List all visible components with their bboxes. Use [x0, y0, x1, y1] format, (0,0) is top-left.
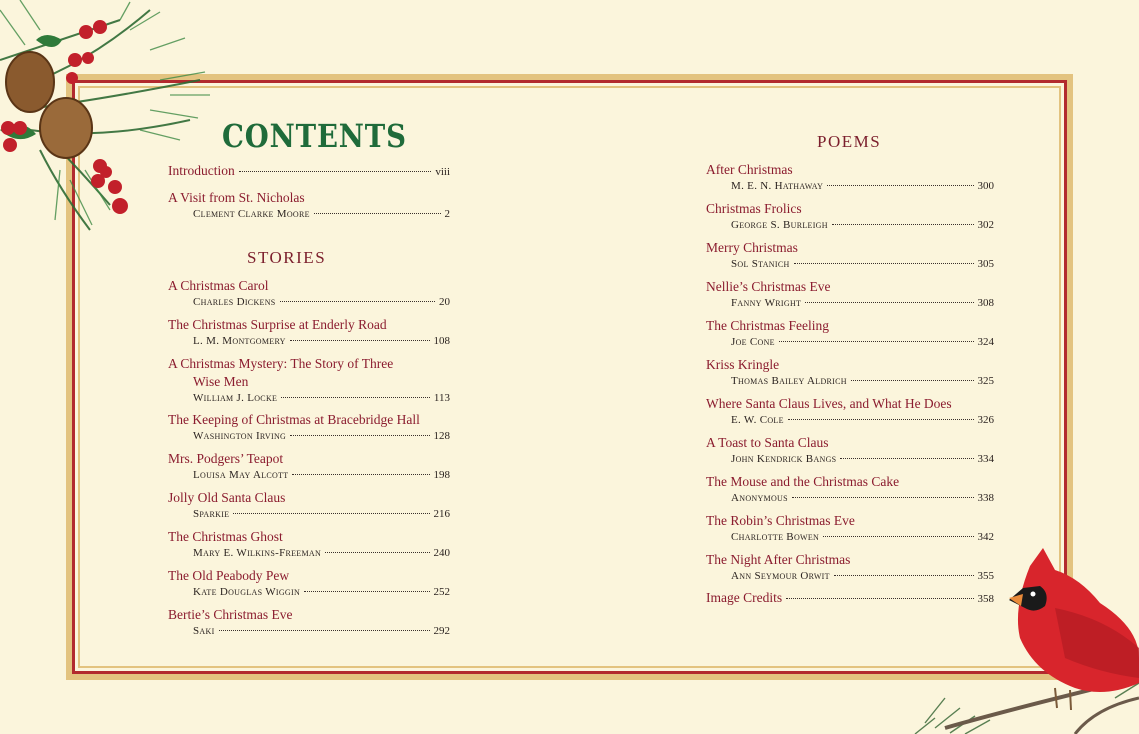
- entry-author: Fanny Wright: [731, 297, 802, 309]
- list-item: [168, 528, 450, 560]
- page-number: 108: [433, 335, 450, 347]
- page-number: 252: [433, 586, 450, 598]
- poems-list: [706, 161, 994, 611]
- dot-leader: [280, 300, 435, 302]
- list-item: [706, 278, 994, 310]
- page-number: 300: [977, 180, 994, 192]
- entry-title: Where Santa Claus Lives, and What He Does: [706, 396, 952, 411]
- list-item: [168, 277, 450, 309]
- list-item: [706, 239, 994, 271]
- entry-title: Jolly Old Santa Claus: [168, 490, 286, 505]
- entry-author: L. M. Montgomery: [193, 335, 286, 347]
- dot-leader: [805, 301, 973, 303]
- entry-author: Sparkie: [193, 508, 230, 520]
- entry-title: [168, 355, 450, 391]
- list-item: [168, 567, 450, 599]
- dot-leader: [779, 340, 974, 342]
- dot-leader: [292, 473, 429, 475]
- list-item: [706, 434, 994, 466]
- entry-author: Joe Cone: [731, 336, 775, 348]
- page-number: 338: [977, 492, 994, 504]
- entry-author: Mary E. Wilkins-Freeman: [193, 547, 322, 559]
- entry-title: A Visit from St. Nicholas: [168, 190, 305, 205]
- page-number: 326: [977, 414, 994, 426]
- page-title: CONTENTS: [222, 117, 407, 155]
- entry-title: Image Credits: [706, 590, 783, 605]
- list-item: [168, 411, 450, 443]
- list-item: [706, 161, 994, 193]
- list-item: [168, 450, 450, 482]
- stories-list: [168, 277, 450, 647]
- entry-title-line2: Wise Men: [193, 374, 249, 389]
- list-item: [706, 512, 994, 544]
- page-number: 128: [433, 430, 450, 442]
- entry-title: Mrs. Podgers’ Teapot: [168, 451, 284, 466]
- entry-title: The Night After Christmas: [706, 552, 851, 567]
- entry-title: After Christmas: [706, 162, 793, 177]
- entry-author: Ann Seymour Orwit: [731, 570, 830, 582]
- entry-title: Christmas Frolics: [706, 201, 802, 216]
- page-number: 325: [977, 375, 994, 387]
- entry-author: John Kendrick Bangs: [731, 453, 837, 465]
- entry-author: Charlotte Bowen: [731, 531, 820, 543]
- entry-author: George S. Burleigh: [731, 219, 828, 231]
- entry-title: A Toast to Santa Claus: [706, 435, 829, 450]
- dot-leader: [851, 379, 974, 381]
- entry-title: Kriss Kringle: [706, 357, 780, 372]
- entry-author: Sol Stanich: [731, 258, 790, 270]
- entry-title: Merry Christmas: [706, 240, 798, 255]
- list-item: [168, 606, 450, 638]
- dot-leader: [827, 184, 973, 186]
- dot-leader: [304, 590, 429, 592]
- page-number: 355: [977, 570, 994, 582]
- entry-author: Kate Douglas Wiggin: [193, 586, 301, 598]
- page-number: 2: [444, 208, 450, 220]
- entry-title: A Christmas Carol: [168, 278, 269, 293]
- entry-author: Clement Clarke Moore: [193, 208, 310, 220]
- dot-leader: [325, 551, 429, 553]
- entry-author: Anonymous: [731, 492, 788, 504]
- entry-author: Thomas Bailey Aldrich: [731, 375, 847, 387]
- dot-leader: [233, 512, 429, 514]
- page-number: 198: [433, 469, 450, 481]
- dot-leader: [239, 170, 432, 172]
- page-number: 334: [977, 453, 994, 465]
- dot-leader: [281, 396, 430, 398]
- dot-leader: [290, 339, 430, 341]
- list-item: [168, 489, 450, 521]
- entry-author: E. W. Cole: [731, 414, 784, 426]
- entry-author: Washington Irving: [193, 430, 287, 442]
- page-number: 292: [433, 625, 450, 637]
- entry-author: Charles Dickens: [193, 296, 276, 308]
- section-heading-poems: POEMS: [817, 132, 882, 151]
- entry-title: The Christmas Feeling: [706, 318, 829, 333]
- entry-author: William J. Locke: [193, 392, 278, 404]
- page-number: 324: [977, 336, 994, 348]
- entry-title: Bertie’s Christmas Eve: [168, 607, 293, 622]
- dot-leader: [219, 629, 430, 631]
- section-heading-stories: STORIES: [247, 248, 327, 267]
- red-cardinal-illustration: [905, 548, 1139, 734]
- page-number: 305: [977, 258, 994, 270]
- list-item: [706, 395, 994, 427]
- entry-author: Saki: [193, 625, 215, 637]
- page-number: 113: [433, 392, 450, 404]
- dot-leader: [840, 457, 973, 459]
- entry-author: Louisa May Alcott: [193, 469, 289, 481]
- dot-leader: [792, 496, 974, 498]
- entry-title: The Keeping of Christmas at Bracebridge Hall: [168, 412, 420, 427]
- dot-leader: [314, 212, 441, 214]
- dot-leader: [290, 434, 429, 436]
- entry-title: Nellie’s Christmas Eve: [706, 279, 831, 294]
- entry-title: The Christmas Ghost: [168, 529, 283, 544]
- entry-title: Introduction: [168, 163, 235, 178]
- entry-author: M. E. N. Hathaway: [731, 180, 824, 192]
- entry-title: The Robin’s Christmas Eve: [706, 513, 855, 528]
- dot-leader: [832, 223, 974, 225]
- list-item: [168, 162, 450, 181]
- entry-title-line1: A Christmas Mystery: The Story of Three: [168, 356, 394, 371]
- page-number: 240: [433, 547, 450, 559]
- page-number: 308: [977, 297, 994, 309]
- entry-title: The Christmas Surprise at Enderly Road: [168, 317, 387, 332]
- list-item: [168, 316, 450, 348]
- page-number: 342: [977, 531, 994, 543]
- list-item: [706, 200, 994, 232]
- dot-leader: [788, 418, 974, 420]
- entry-title: The Old Peabody Pew: [168, 568, 290, 583]
- page-number: viii: [435, 166, 450, 178]
- entry-title: The Mouse and the Christmas Cake: [706, 474, 900, 489]
- page-number: 216: [433, 508, 450, 520]
- page-number: 358: [977, 593, 994, 605]
- list-item: [706, 356, 994, 388]
- list-item: [168, 189, 450, 221]
- dot-leader: [823, 535, 973, 537]
- page-number: 20: [439, 296, 450, 308]
- page-number: 302: [977, 219, 994, 231]
- list-item: [706, 317, 994, 349]
- list-item: [168, 355, 450, 405]
- dot-leader: [794, 262, 974, 264]
- list-item: [706, 473, 994, 505]
